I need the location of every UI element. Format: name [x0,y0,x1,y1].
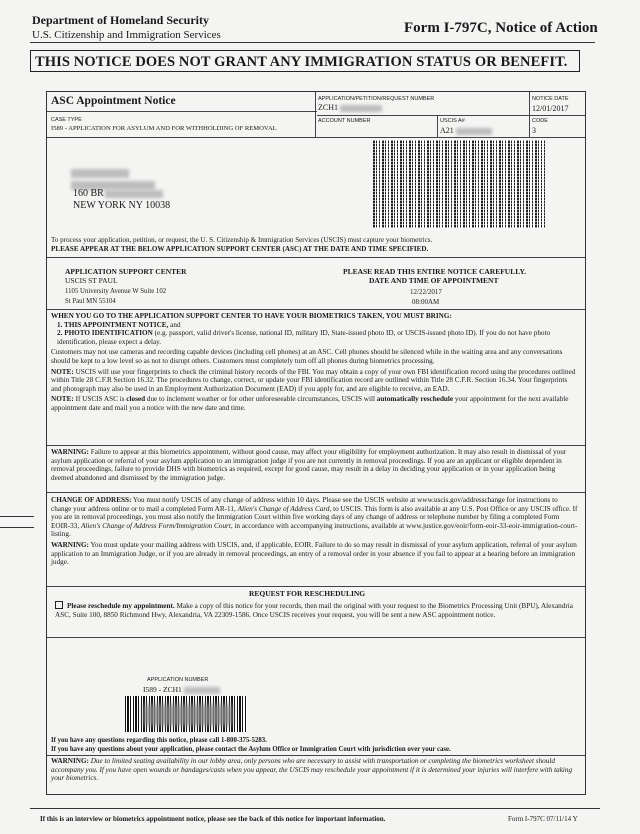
account-label: ACCOUNT NUMBER [318,118,371,124]
receipt-label: APPLICATION/PETITION/REQUEST NUMBER [318,96,435,102]
appointment-time: 08:00AM [412,298,440,306]
receipt-value: ZCH1 [318,103,382,112]
change-of-address: CHANGE OF ADDRESS: You must notify USCIS of any change of address within 10 days. Please see the USCIS website at www.uscis.gov/addresschange for instructions to change your address online or to mail a completed Form AR-11, Alien's Change of Address Card, to USCIS. This form is also available at any U.S. Post Office or any USCIS office. If you are in removal proceedings, you must also notify the Immigration Court within five working days of any change of address or telephone number by filing a completed Form EOIR-33, Alien's Change of Address Form/Immigration Court, in accordance with accompanying instructions, available at www.justice.gov/eoir/form-eoir-33-eoir-immigration-court-listing. WARNING: You must update your mailing address with USCIS, and, if applicable, EOIR. Failure to do so may result in dismissal of your asylum application, referral of your asylum application to an Immigration Judge, or if you are already in removal proceedings, an entry of a removal order in your absence if you fail to appear at a hearing before an immigration judge. [51,496,578,567]
notice-frame [46,91,586,795]
asc-city: St Paul MN 55104 [65,298,116,305]
intro-line: To process your application, petition, or request, the U. S. Citizenship & Immigration Services (USCIS) must capture your biometrics. [51,236,433,244]
uscis-label: USCIS A# [440,118,465,124]
bring-heading: WHEN YOU GO TO THE APPLICATION SUPPORT CENTER TO HAVE YOUR BIOMETRICS TAKEN, YOU MUST BRING: [51,312,452,320]
status-banner: THIS NOTICE DOES NOT GRANT ANY IMMIGRATION STATUS OR BENEFIT. [30,50,580,72]
address-line-city: NEW YORK NY 10038 [73,200,171,211]
phone-questions: If you have any questions regarding this notice, please call 1-800-375-5283. [51,737,267,744]
margin-mark [0,516,34,517]
bring-section: WHEN YOU GO TO THE APPLICATION SUPPORT CENTER TO HAVE YOUR BIOMETRICS TAKEN, YOU MUST BRING: 1. THIS APPOINTMENT NOTICE, and 2. PHOTO IDENTIFICATION (e.g. passport, valid driver's license, national ID, military ID, State-issued photo ID, or USCIS-issued photo ID). If you do not have photo identification, please expect a delay. Customers may not use cameras and recording capable devices (including cell phones) at an ASC. Cell phones should be silenced while in the waiting area and any conversations should be kept to a low level so as not to disrupt others. Customers must completely turn off all phones during biometrics processing. NOTE: USCIS will use your fingerprints to check the criminal history records of the FBI. You may obtain a copy of your own FBI identification record using the procedures outlined within Title 28 C.F.R Section 16.32. The procedures to change, correct, or update your FBI identification record are outlined within Title 28 C.F.R. Section 16.34. Your fingerprints and photograph may also be used in an Employment Authorization Document (EAD) if you apply for, and are eligible to receive, an EAD. NOTE: If USCIS ASC is closed due to inclement weather or for other unforeseeable circumstances, USCIS will automatically reschedule your appointment for the next available appointment date and mail you a notice with the new date and time. [51,312,579,413]
code-label: CODE [532,118,548,124]
asc-heading: APPLICATION SUPPORT CENTER [65,267,187,276]
footer-rule [30,808,600,809]
appointment-date: 12/22/2017 [410,288,442,296]
code-value: 3 [532,126,536,135]
asc-street: 1105 University Avenue W Suite 102 [65,288,167,295]
sub-agency-name: U.S. Citizenship and Immigration Services [32,29,221,41]
address-warning: WARNING: You must update your mailing address with USCIS, and, if applicable, EOIR. Failure to do so may result in dismissal of your asylum application, referral of your asylum application to an Immigration Judge, or if you are already in removal proceedings, an entry of a removal order in your absence if you fail to appear at a hearing before an immigration judge. [51,540,577,567]
read-notice-heading: PLEASE READ THIS ENTIRE NOTICE CAREFULLY. [343,267,527,276]
cell-phone-notice: Customers may not use cameras and recording capable devices (including cell phones) at an ASC. Cell phones should be silenced while in the waiting area and any conversations should be kept to a low level so as not to disrupt others. Customers must completely turn off all phones during biometrics processing. [51,348,563,365]
seating-warning: WARNING: Due to limited seating availability in our lobby area, only persons who are necessary to assist with transportation or completing the biometrics worksheet should accompany you. If you have open wounds or bandages/casts when you appear, the USCIS may reschedule your appointment if it is determined your injuries will interfere with taking your biometrics. [51,757,573,783]
barcode-2d [373,140,545,228]
case-type-label: CASE TYPE [51,117,82,123]
address-line-street: 160 BR [73,188,163,199]
notice-date-label: NOTICE DATE [532,96,569,102]
reschedule-heading: REQUEST FOR RESCHEDULING [249,589,366,598]
header-rule [30,42,595,43]
failure-warning: WARNING: Failure to appear at this biometrics appointment, without good cause, may affect your eligibility for employment authorization. It may also result in dismissal of your asylum application or referral of your asylum application to an immigration judge if you are not currently in removal proceedings. If you are an applicant or eligible dependent in removal proceedings, failure to provide DHS with biometrics as required, except for good cause, may result in a delay in deciding your application or in your application being deemed abandoned and dismissed by the immigration judge. [51,448,567,482]
application-number-label: APPLICATION NUMBER [147,677,209,683]
notice-date-value: 12/01/2017 [532,104,569,113]
intro-instruction: PLEASE APPEAR AT THE BELOW APPLICATION SUPPORT CENTER (ASC) AT THE DATE AND TIME SPECIFIED. [51,245,429,253]
application-number-value: I589 - ZCH1 [143,685,220,694]
reschedule-checkbox[interactable] [55,601,63,609]
bring-item-notice: 1. THIS APPOINTMENT NOTICE, [57,320,169,329]
office-questions: If you have any questions about your application, please contact the Asylum Office or Immigration Court with jurisdiction over your case. [51,746,451,753]
case-type-value: I589 - APPLICATION FOR ASYLUM AND FOR WITHHOLDING OF REMOVAL [51,125,277,132]
reschedule-request: Please reschedule my appointment. Make a copy of this notice for your records, then mail the original with your request to the Biometrics Processing Unit (BPU), Alexandria ASC, Suite 100, 8850 Richmond Hwy, Alexandria, VA 22309-1586. Once USCIS receives your request, you will be sent a new ASC appointment notice. [55,602,573,619]
footer-note: If this is an interview or biometrics appointment notice, please see the back of this notice for important information. [40,815,386,823]
footer-form-id: Form I-797C 07/11/14 Y [508,815,578,823]
application-barcode [125,696,247,732]
margin-mark [0,527,34,528]
uscis-value: A21 [440,126,492,135]
notice-title: ASC Appointment Notice [51,95,176,107]
form-title: Form I-797C, Notice of Action [404,20,598,36]
fbi-note: NOTE: USCIS will use your fingerprints to check the criminal history records of the FBI. You may obtain a copy of your own FBI identification record using the procedures outlined within Title 28 C.F.R Section 16.32. The procedures to change, correct, or update your FBI identification record are outlined within Title 28 C.F.R. Section 16.34. Your fingerprints and photograph may also be used in an Employment Authorization Document (EAD) if you apply for, and are eligible to receive, an EAD. [51,367,576,393]
closure-note: NOTE: If USCIS ASC is closed due to inclement weather or for other unforeseeable circumstances, USCIS will automatically reschedule your appointment for the next available appointment date and mail you a notice with the new date and time. [51,395,569,412]
asc-name: USCIS ST PAUL [65,276,118,285]
bring-item-photo-id: 2. PHOTO IDENTIFICATION [57,329,153,338]
agency-name: Department of Homeland Security [32,13,209,27]
appointment-datetime-heading: DATE AND TIME OF APPOINTMENT [369,276,499,285]
